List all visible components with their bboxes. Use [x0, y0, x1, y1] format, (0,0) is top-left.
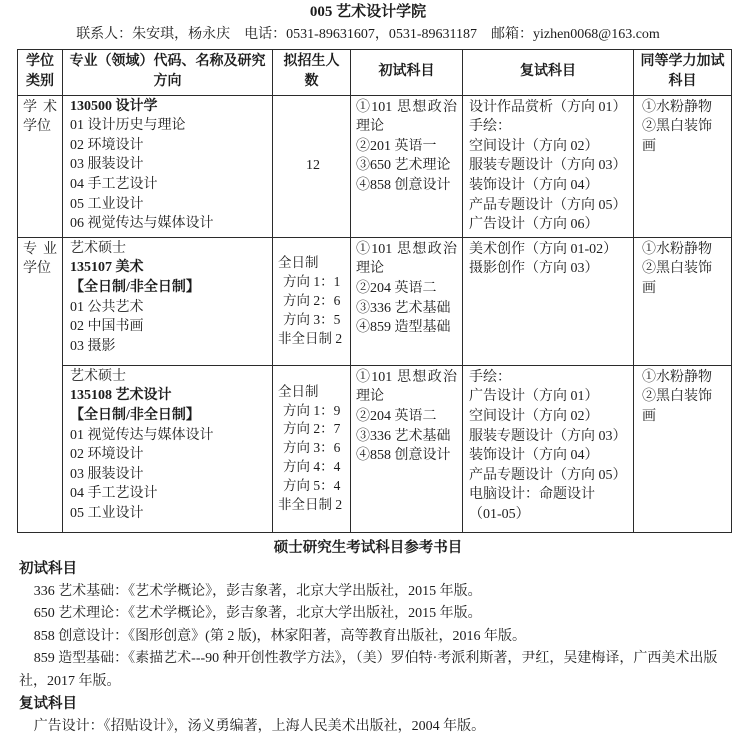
- header-degree-category: 学位类别: [18, 50, 63, 96]
- text-line: 02 中国书画: [70, 319, 144, 335]
- text-line: 01 公共艺术: [70, 299, 144, 315]
- enrollment-cell: [273, 365, 351, 532]
- text-line: 方向 3：5: [283, 311, 341, 327]
- text-line: 04 手工艺设计: [70, 176, 158, 192]
- text-line: 858 创意设计：《图形创意》(第 2 版)，林家阳著，高等教育出版社，2016 年版。: [33, 628, 527, 644]
- text-line: 全日制: [278, 255, 319, 271]
- text-line: 方向 1：9: [283, 402, 341, 418]
- text-line: 电脑设计：命题设计: [469, 487, 595, 503]
- text-line: 方向 2：7: [283, 421, 341, 437]
- text-line: ②黑白装饰画: [642, 119, 712, 154]
- text-line: 产品专题设计（方向 05）: [469, 197, 627, 213]
- header-retest: 复试科目: [463, 50, 634, 96]
- text-line: 03 摄影: [70, 338, 116, 354]
- text-line: 装饰设计（方向 04）: [469, 448, 599, 464]
- text-line: 设计作品赏析（方向 01）: [469, 99, 627, 115]
- text-line: 02 环境设计: [70, 137, 144, 153]
- reference-section-retest: [19, 693, 726, 738]
- text-line: ④858 创意设计: [356, 448, 451, 464]
- text-line: 12: [306, 158, 320, 174]
- retest-cell: [463, 237, 634, 365]
- text-line: 服装专题设计（方向 03）: [469, 158, 627, 174]
- text-line: 服装专题设计（方向 03）: [469, 428, 627, 444]
- text-line: 摄影创作（方向 03）: [469, 261, 599, 277]
- text-line: 艺术硕士: [70, 240, 126, 256]
- equivalency-test-cell: [634, 365, 732, 532]
- text-line: 方向 3：6: [283, 440, 341, 456]
- section-heading: 复试科目: [19, 695, 77, 712]
- text-line: 【全日制/非全日制】: [70, 407, 200, 423]
- text-line: 产品专题设计（方向 05）: [469, 467, 627, 483]
- table-row-academic-design: [18, 95, 732, 237]
- text-line: 非全日制 2: [278, 330, 343, 346]
- text-line: 06 视觉传达与媒体设计: [70, 216, 214, 232]
- header-equivalency-test: 同等学力加试科目: [634, 50, 732, 96]
- text-line: 135108 艺术设计: [70, 388, 172, 404]
- text-line: 手绘：: [469, 119, 511, 135]
- retest-cell: [463, 365, 634, 532]
- text-line: ①水粉静物: [642, 241, 712, 257]
- section-heading: 初试科目: [19, 560, 77, 577]
- text-line: 非全日制 2: [278, 496, 343, 512]
- text-line: 空间设计（方向 02）: [469, 408, 599, 424]
- text-line: 03 服装设计: [70, 157, 144, 173]
- header-major-code: 专业（领域）代码、名称及研究方向: [63, 50, 273, 96]
- header-enrollment: 拟招生人数: [273, 50, 351, 96]
- text-line: 135107 美术: [70, 260, 144, 276]
- text-line: 04 手工艺设计: [70, 486, 158, 502]
- text-line: 广告设计（方向 06）: [469, 217, 599, 233]
- enrollment-cell: [273, 237, 351, 365]
- equivalency-test-cell: [634, 95, 732, 237]
- text-line: ②201 英语一: [356, 138, 437, 154]
- text-line: ④859 造型基础: [356, 320, 451, 336]
- text-line: ①水粉静物: [642, 369, 712, 385]
- table-header-row: [18, 50, 732, 96]
- text-line: 650 艺术理论：《艺术学概论》，彭吉象著，北京大学出版社，2015 年版。: [33, 606, 482, 622]
- text-line: 方向 5：4: [283, 478, 341, 494]
- text-line: ④858 创意设计: [356, 177, 451, 193]
- text-line: 艺术硕士: [70, 368, 126, 384]
- text-line: 02 环境设计: [70, 447, 144, 463]
- major-cell: [63, 95, 273, 237]
- book-list: [19, 716, 726, 738]
- major-cell: [63, 237, 273, 365]
- text-line: （01-05）: [469, 506, 530, 522]
- text-line: ②204 英语二: [356, 408, 437, 424]
- initial-exam-cell: [351, 237, 463, 365]
- reference-section-initial-exam: [19, 558, 726, 693]
- equivalency-test-cell: [634, 237, 732, 365]
- text-line: 空间设计（方向 02）: [469, 138, 599, 154]
- text-line: 手绘：: [469, 369, 511, 385]
- text-line: 方向 1：1: [283, 273, 341, 289]
- text-line: 广告设计：《招贴设计》，汤义勇编著，上海人民美术出版社，2004 年版。: [33, 719, 486, 735]
- initial-exam-cell: [351, 95, 463, 237]
- enrollment-cell: [273, 95, 351, 237]
- initial-exam-cell: [351, 365, 463, 532]
- text-line: 05 工业设计: [70, 196, 144, 212]
- text-line: 01 视觉传达与媒体设计: [70, 427, 214, 443]
- text-line: ②黑白装饰画: [642, 389, 712, 424]
- text-line: 方向 4：4: [283, 459, 341, 475]
- text-line: ①101 思想政治理论: [356, 241, 457, 277]
- table-row-professional-art-design: [18, 365, 732, 532]
- retest-cell: [463, 95, 634, 237]
- text-line: ①101 思想政治理论: [356, 99, 457, 135]
- table-row-professional-fine-arts: [18, 237, 732, 365]
- text-line: 广告设计（方向 01）: [469, 389, 599, 405]
- text-line: 130500 设计学: [70, 98, 158, 114]
- degree-category-cell: 学术学位: [18, 95, 63, 237]
- degree-category-cell: 专业学位: [18, 237, 63, 532]
- text-line: ①水粉静物: [642, 99, 712, 115]
- text-line: 装饰设计（方向 04）: [469, 177, 599, 193]
- text-line: 全日制: [278, 383, 319, 399]
- text-line: ②黑白装饰画: [642, 261, 712, 296]
- text-line: 【全日制/非全日制】: [70, 279, 200, 295]
- text-line: 05 工业设计: [70, 505, 144, 521]
- text-line: ③336 艺术基础: [356, 300, 451, 316]
- book-list: [19, 581, 726, 693]
- text-line: 336 艺术基础：《艺术学概论》，彭吉象著，北京大学出版社，2015 年版。: [33, 583, 482, 599]
- text-line: 03 服装设计: [70, 466, 144, 482]
- text-line: 01 设计历史与理论: [70, 118, 186, 134]
- major-cell: [63, 365, 273, 532]
- text-line: ①101 思想政治理论: [356, 369, 457, 405]
- contact-line: 联系人：朱安琪，杨永庆 电话：0531-89631607，0531-89631187 邮箱：yizhen0068@163.com: [76, 27, 660, 42]
- text-line: ③650 艺术理论: [356, 158, 451, 174]
- text-line: ③336 艺术基础: [356, 428, 451, 444]
- admissions-table: [17, 49, 732, 533]
- page-title: 005 艺术设计学院: [309, 4, 427, 20]
- text-line: 方向 2：6: [283, 292, 341, 308]
- text-line: 美术创作（方向 01-02）: [469, 241, 618, 257]
- text-line: 859 造型基础：《素描艺术---90 种开创性教学方法》，（美）罗伯特·考派利斯著，尹红，吴建梅译，广西美术出版社，2017 年版。: [19, 651, 718, 689]
- reference-booklist-title: 硕士研究生考试科目参考书目: [273, 539, 463, 556]
- text-line: ②204 英语二: [356, 280, 437, 296]
- header-initial-exam: 初试科目: [351, 50, 463, 96]
